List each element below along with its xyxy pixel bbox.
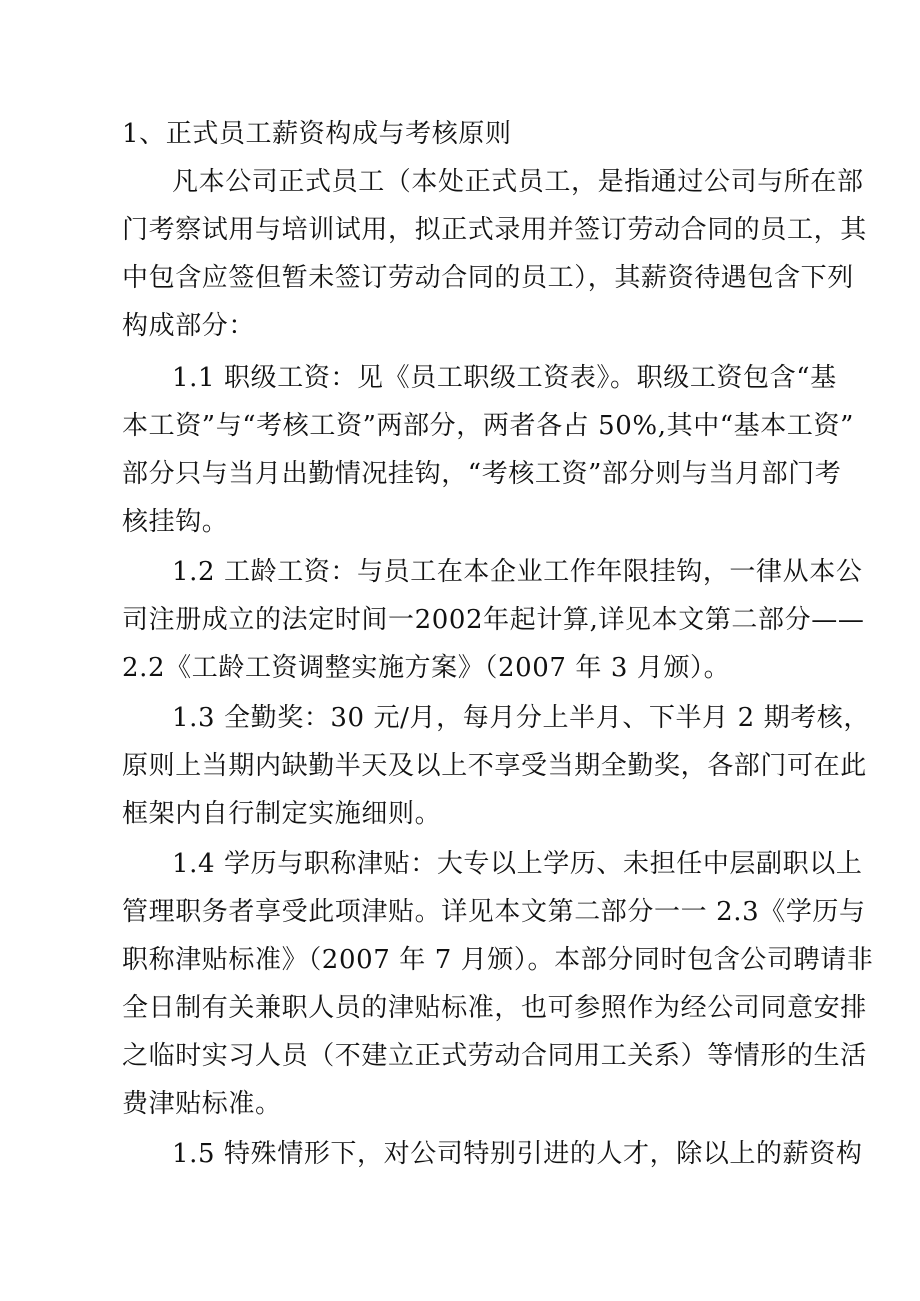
item-1-2-line-1: 1.2 工龄工资：与员工在本企业工作年限挂钩，一律从本公 [172,557,863,587]
item-1-1-line-3: 部分只与当月出勤情况挂钩，“考核工资”部分则与当月部门考 [122,459,842,489]
section-heading: 1、正式员工薪资构成与考核原则 [122,119,512,149]
item-1-4-line-4: 全日制有关兼职人员的津贴标准，也可参照作为经公司同意安排 [122,993,867,1023]
item-1-3-line-1: 1.3 全勤奖：30 元/月，每月分上半月、下半月 2 期考核， [172,703,870,733]
item-1-1-line-1: 1.1 职级工资：见《员工职级工资表》。职级工资包含“基 [172,363,837,393]
item-1-3-line-2: 原则上当期内缺勤半天及以上不享受当期全勤奖，各部门可在此 [122,751,867,781]
item-1-5-line-1: 1.5 特殊情形下，对公司特别引进的人才，除以上的薪资构 [172,1139,863,1169]
item-1-4-line-3: 职称津贴标准》（2007 年 7 月颁）。本部分同时包含公司聘请非 [122,945,874,975]
item-1-4-line-2: 管理职务者享受此项津贴。详见本文第二部分一一 2.3《学历与 [122,897,866,927]
intro-line-4: 构成部分： [122,311,256,341]
item-1-3-line-3: 框架内自行制定实施细则。 [122,799,442,829]
item-1-4-line-6: 费津贴标准。 [122,1089,282,1119]
item-1-4-line-5: 之临时实习人员（不建立正式劳动合同用工关系）等情形的生活 [122,1041,867,1071]
item-1-2-line-2: 司注册成立的法定时间一2002年起计算,详见本文第二部分—— [122,605,865,635]
intro-line-2: 门考察试用与培训试用，拟正式录用并签订劳动合同的员工，其 [122,215,867,245]
item-1-1-line-4: 核挂钩。 [122,507,229,537]
intro-line-3: 中包含应签但暂未签订劳动合同的员工），其薪资待遇包含下列 [122,263,854,293]
item-1-2-line-3: 2.2《工龄工资调整实施方案》（2007 年 3 月颁）。 [122,653,731,683]
intro-line-1: 凡本公司正式员工（本处正式员工，是指通过公司与所在部 [172,167,864,197]
item-1-1-line-2: 本工资”与“考核工资”两部分，两者各占 50%,其中“基本工资” [122,411,854,441]
item-1-4-line-1: 1.4 学历与职称津贴：大专以上学历、未担任中层副职以上 [172,849,863,879]
